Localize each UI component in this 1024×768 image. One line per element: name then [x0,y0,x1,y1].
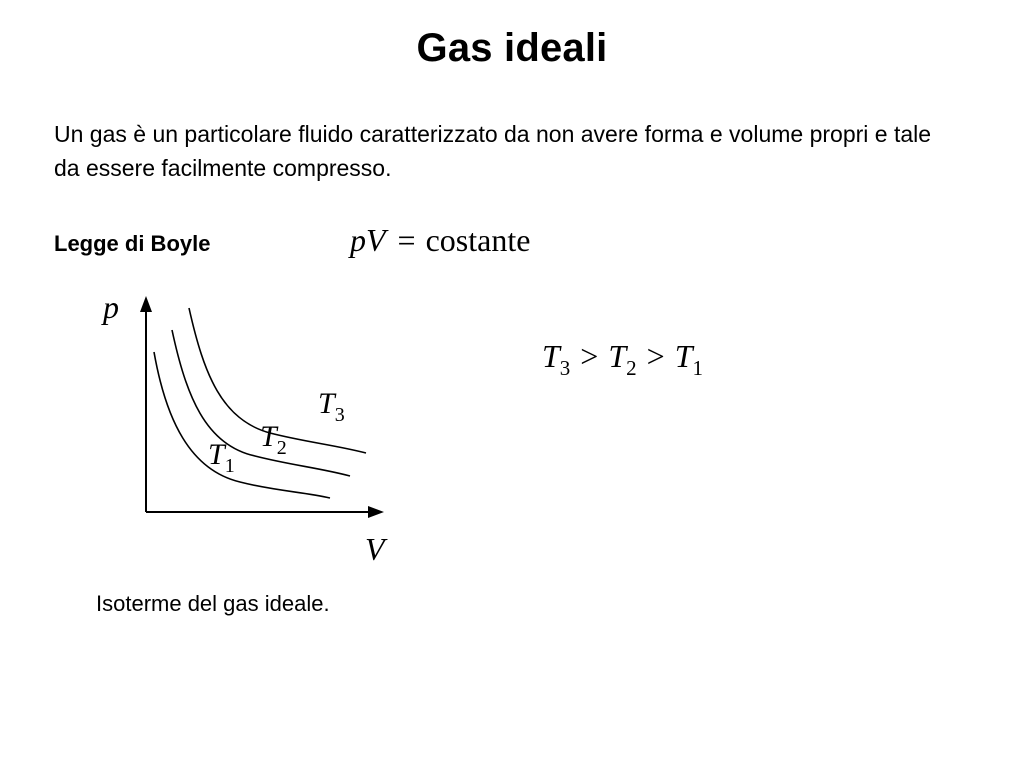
curve-label-t1 [208,438,235,477]
order-greater-than-1: > [580,338,599,374]
curve-label-t3 [318,387,345,426]
curve-label-t2-symbol: T [260,420,277,453]
order-greater-than-2: > [646,338,665,374]
order-t2-subscript: 2 [626,356,637,380]
formula-pressure-symbol: p [350,222,366,258]
curve-label-t2-subscript: 2 [276,437,287,459]
formula-constant-word: costante [425,222,531,258]
order-t2-symbol: T [608,338,627,374]
curve-label-t2 [260,420,287,459]
curve-label-t3-subscript: 3 [334,404,345,426]
formula-volume-symbol: V [366,222,386,258]
boyle-law-label: Legge di Boyle [54,231,211,256]
x-axis-label: V [365,531,385,567]
order-t3-subscript: 3 [559,356,571,380]
formula-equals-sign: = [397,222,416,258]
y-axis-arrowhead [140,296,152,312]
diagram-caption: Isoterme del gas ideale. [96,591,330,616]
curve-label-t1-symbol: T [208,438,225,471]
curve-label-t1-subscript: 1 [224,455,235,477]
slide-title: Gas ideali [416,26,608,70]
isotherm-curve-t3 [189,308,366,453]
order-t1-subscript: 1 [692,356,703,380]
isotherm-curve-t1 [154,352,330,498]
x-axis-arrowhead [368,506,384,518]
order-t1-symbol: T [674,338,693,374]
order-t3-symbol: T [542,338,560,374]
intro-paragraph: Un gas è un particolare fluido caratterizzato da non avere forma e volume propri e tale da essere facilmente compresso. [54,121,932,181]
y-axis-label: p [103,289,119,325]
curve-label-t3-symbol: T [318,387,335,420]
